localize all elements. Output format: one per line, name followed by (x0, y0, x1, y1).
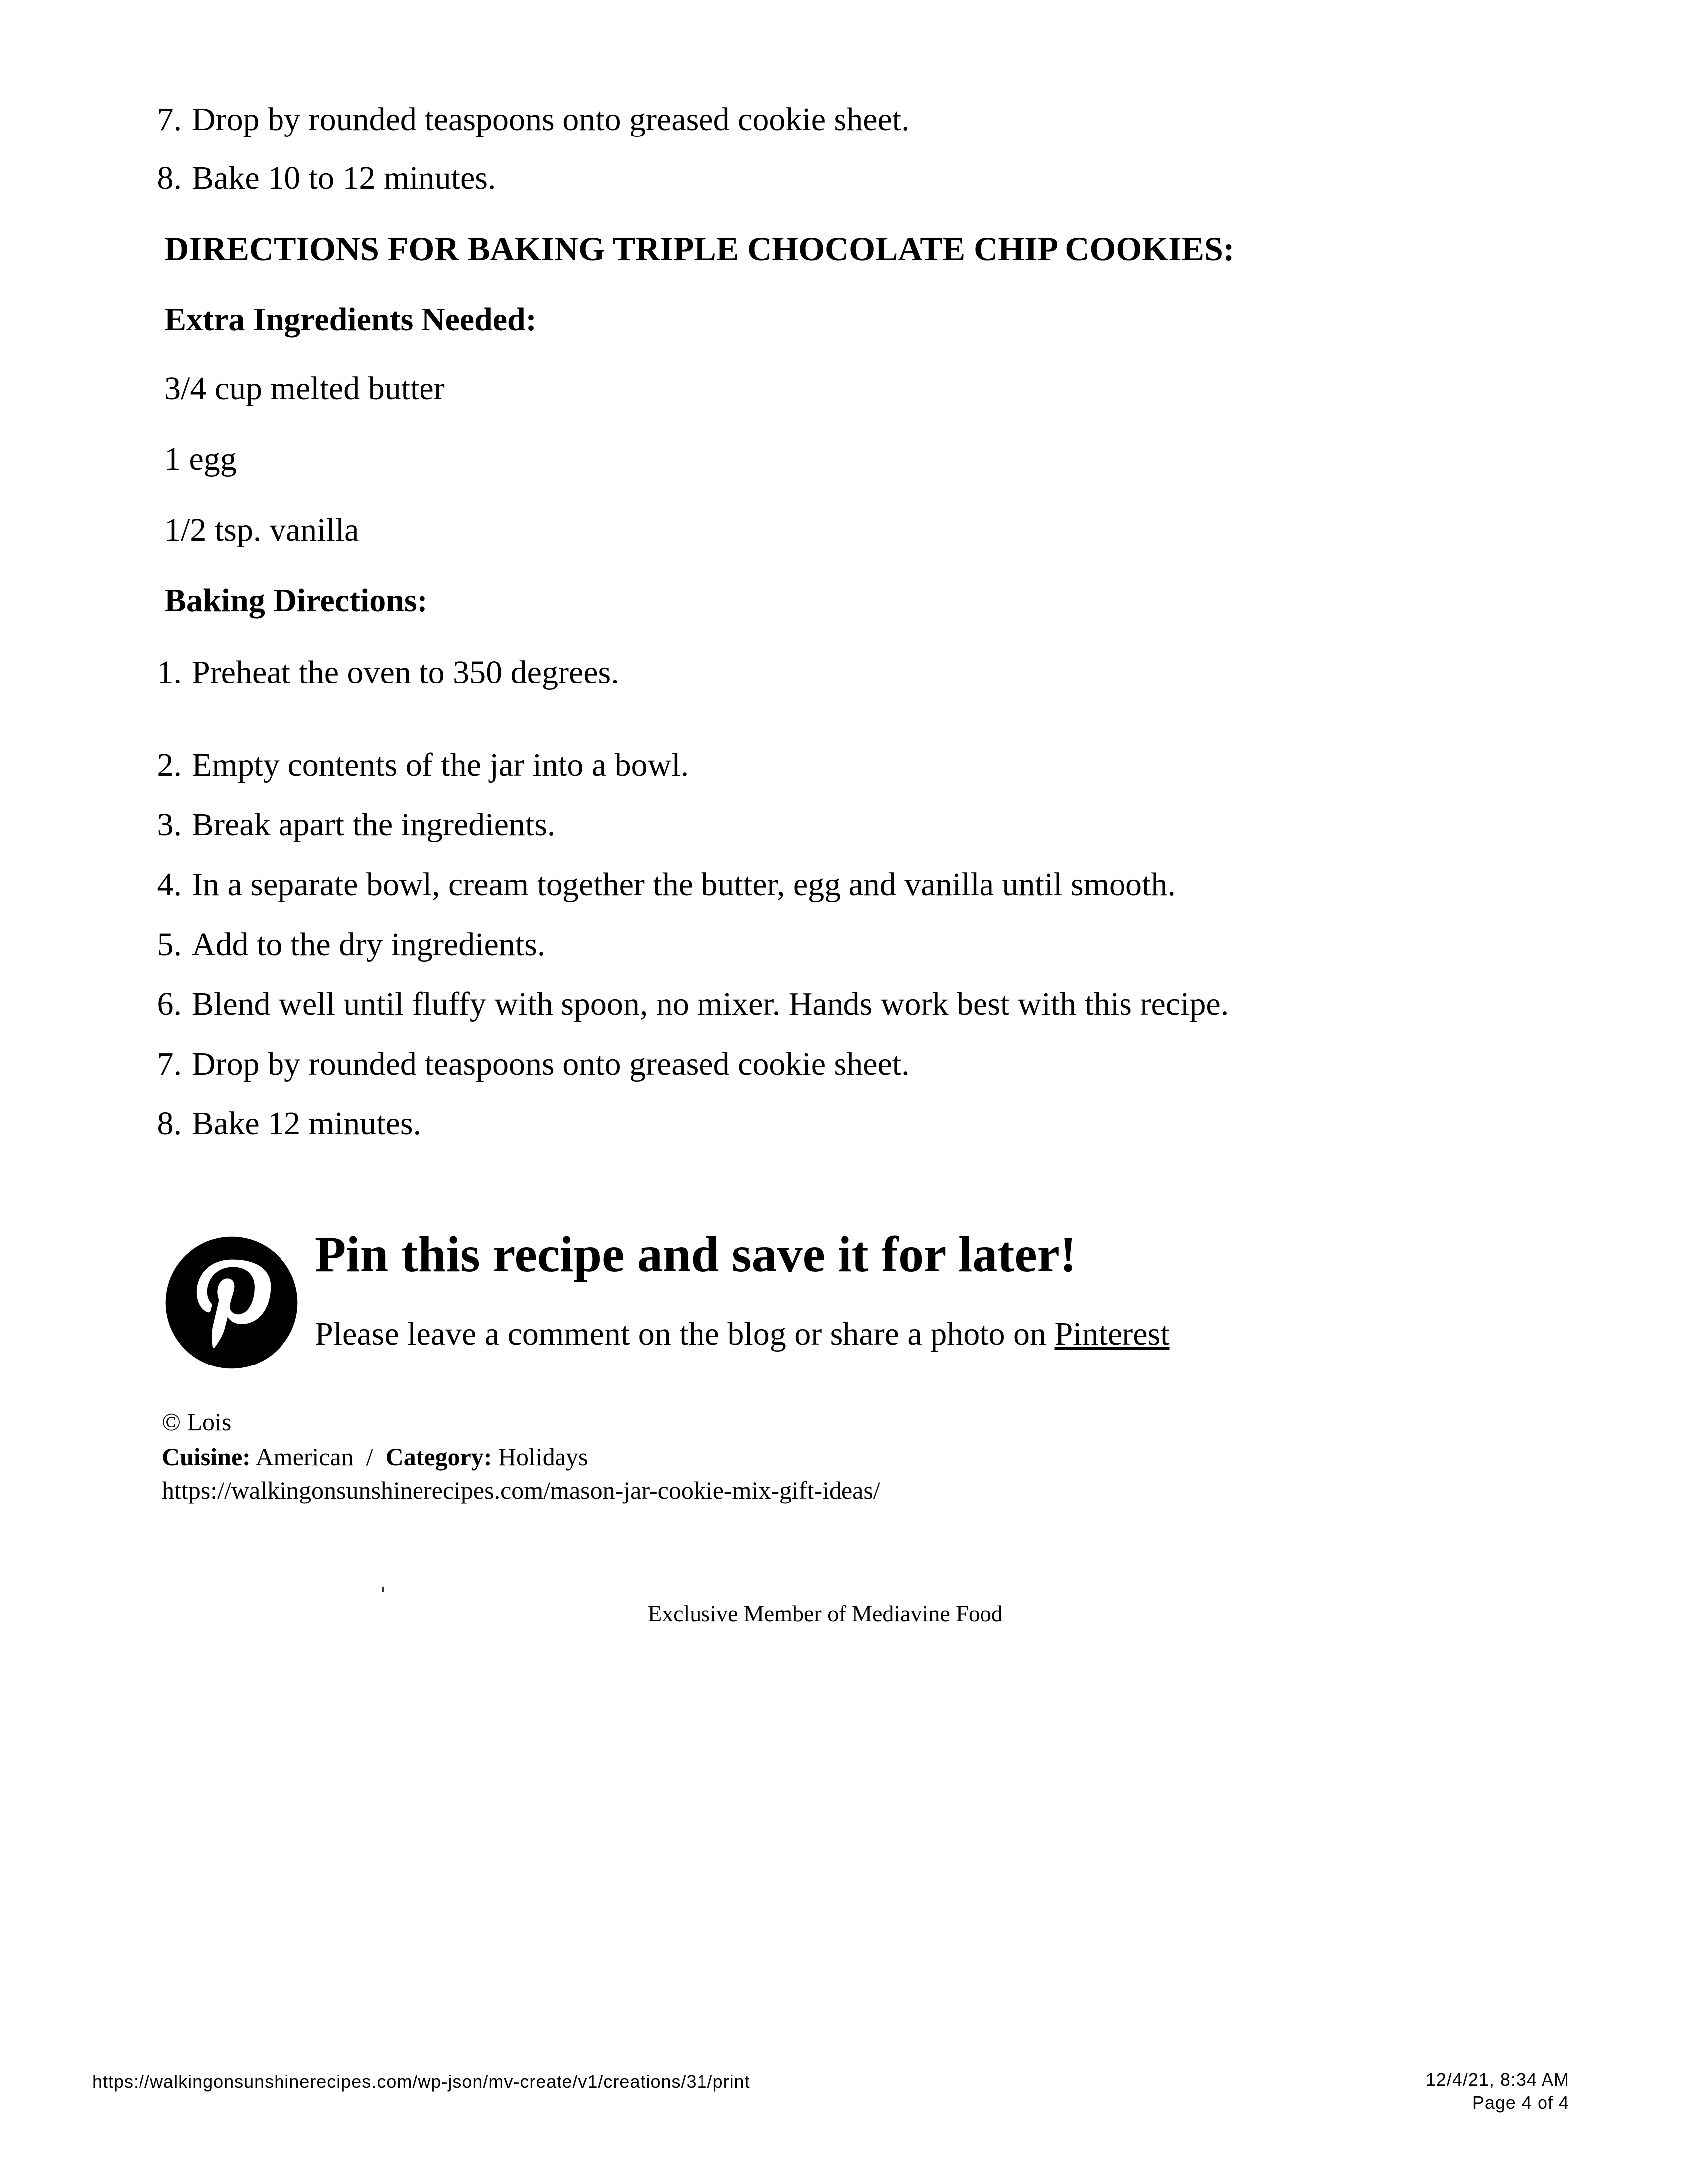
list-item (127, 158, 1373, 198)
step-number: 8. (157, 1105, 182, 1142)
pinterest-logo-icon[interactable] (164, 1235, 299, 1370)
list-item (127, 805, 1472, 845)
step-text: Drop by rounded teaspoons onto greased cookie sheet. (192, 1046, 910, 1082)
ingredient-item: 1/2 tsp. vanilla (164, 512, 359, 548)
extra-ingredients-heading: Extra Ingredients Needed: (164, 301, 537, 338)
exclusive-member-text: Exclusive Member of Mediavine Food (648, 1601, 1003, 1626)
step-text: In a separate bowl, cream together the butter, egg and vanilla until smooth. (192, 866, 1176, 903)
step-text: Break apart the ingredients. (192, 807, 556, 843)
step-number: 8. (157, 160, 182, 196)
step-number: 4. (157, 866, 182, 903)
category-label: Category: (385, 1443, 492, 1471)
pin-subtitle-text: Please leave a comment on the blog or share a photo on (315, 1316, 1055, 1352)
footer-url: https://walkingonsunshinerecipes.com/wp-json/mv-create/v1/creations/31/print (92, 2071, 750, 2092)
step-number: 7. (157, 101, 182, 137)
list-item (127, 984, 1522, 1024)
ingredient-item: 3/4 cup melted butter (164, 370, 445, 407)
list-item (127, 865, 1472, 905)
list-item (127, 1044, 1472, 1084)
step-text: Bake 12 minutes. (192, 1105, 421, 1142)
step-text: Blend well until fluffy with spoon, no mixer. Hands work best with this recipe. (192, 986, 1229, 1022)
list-item (127, 100, 1373, 139)
list-item (127, 745, 1472, 785)
list-item (127, 925, 1472, 964)
list-item (127, 1104, 1472, 1144)
step-number: 6. (157, 986, 182, 1022)
pinterest-link[interactable]: Pinterest (1054, 1316, 1170, 1352)
baking-directions-heading: Baking Directions: (164, 582, 428, 619)
ingredient-item: 1 egg (164, 441, 237, 477)
category-value: Holidays (498, 1443, 588, 1471)
step-number: 2. (157, 747, 182, 783)
step-text: Drop by rounded teaspoons onto greased cookie sheet. (192, 101, 910, 137)
scan-mark (382, 1587, 384, 1592)
step-text: Empty contents of the jar into a bowl. (192, 747, 689, 783)
list-item (127, 653, 1472, 692)
step-number: 3. (157, 807, 182, 843)
step-text: Preheat the oven to 350 degrees. (192, 654, 619, 690)
cuisine-label: Cuisine: (162, 1443, 251, 1471)
meta-separator: / (366, 1443, 373, 1471)
step-text: Add to the dry ingredients. (192, 926, 546, 962)
copyright: © Lois (162, 1408, 232, 1436)
directions-heading: DIRECTIONS FOR BAKING TRIPLE CHOCOLATE CHIP COOKIES: (164, 230, 1235, 268)
footer-datetime: 12/4/21, 8:34 AM (1425, 2069, 1569, 2090)
step-number: 1. (157, 654, 182, 690)
step-number: 5. (157, 926, 182, 962)
footer-page-number: Page 4 of 4 (1472, 2092, 1569, 2113)
step-number: 7. (157, 1046, 182, 1082)
cuisine-category-line (162, 1442, 588, 1471)
step-text: Bake 10 to 12 minutes. (192, 160, 496, 196)
recipe-url[interactable]: https://walkingonsunshinerecipes.com/mason-jar-cookie-mix-gift-ideas/ (162, 1476, 880, 1504)
cuisine-value: American (255, 1443, 354, 1471)
pin-title: Pin this recipe and save it for later! (315, 1227, 1077, 1283)
pin-subtitle (315, 1315, 1170, 1353)
